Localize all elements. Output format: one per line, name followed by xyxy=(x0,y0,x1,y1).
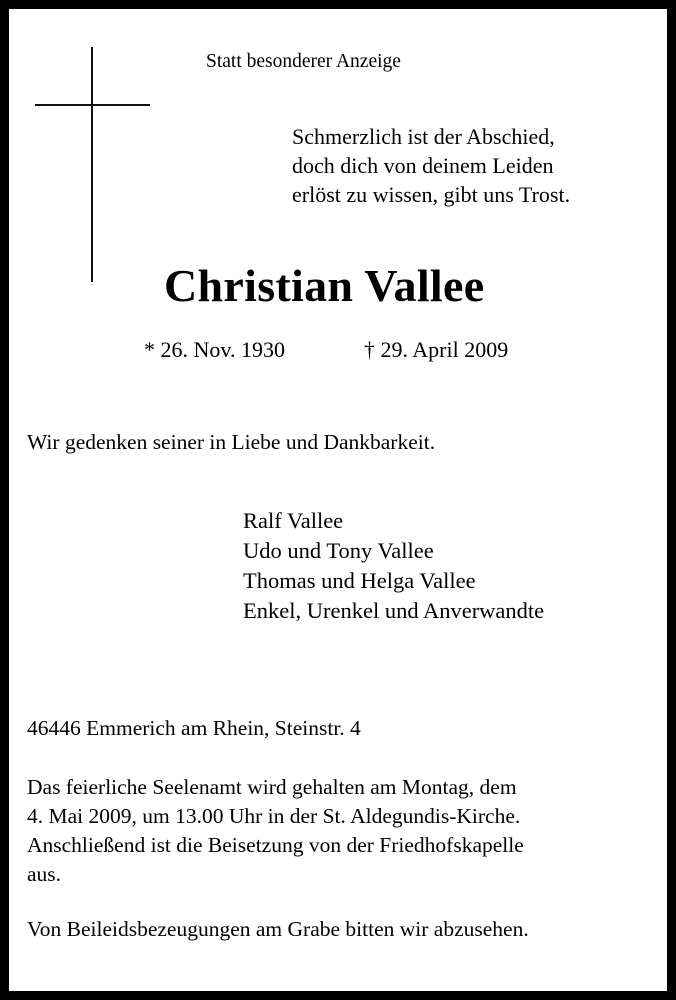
mourners-list xyxy=(243,506,544,626)
service-line: Das feierliche Seelenamt wird gehalten am Montag, dem xyxy=(27,775,517,799)
mourner: Udo und Tony Vallee xyxy=(243,538,434,563)
quote xyxy=(292,122,570,209)
headline: Statt besonderer Anzeige xyxy=(206,51,401,72)
cross-vertical-bar xyxy=(91,47,93,282)
quote-line: erlöst zu wissen, gibt uns Trost. xyxy=(292,182,571,207)
address: 46446 Emmerich am Rhein, Steinstr. 4 xyxy=(27,716,361,740)
deceased-name: Christian Vallee xyxy=(164,260,485,311)
service-line: 4. Mai 2009, um 13.00 Uhr in der St. Aldegundis-Kirche. xyxy=(27,804,521,828)
closing-text: Von Beileidsbezeugungen am Grabe bitten wir abzusehen. xyxy=(27,917,529,941)
service-info xyxy=(27,773,524,889)
death-date: † 29. April 2009 xyxy=(364,337,509,362)
quote-line: Schmerzlich ist der Abschied, xyxy=(292,124,555,149)
service-line: aus. xyxy=(27,862,62,886)
remembrance-text: Wir gedenken seiner in Liebe und Dankbarkeit. xyxy=(27,430,436,454)
cross-horizontal-bar xyxy=(35,104,150,106)
mourner: Ralf Vallee xyxy=(243,508,344,533)
birth-date: * 26. Nov. 1930 xyxy=(144,337,285,362)
mourner: Enkel, Urenkel und Anverwandte xyxy=(243,598,545,623)
mourner: Thomas und Helga Vallee xyxy=(243,568,476,593)
service-line: Anschließend ist die Beisetzung von der Friedhofskapelle xyxy=(27,833,524,857)
quote-line: doch dich von deinem Leiden xyxy=(292,153,554,178)
obituary-notice xyxy=(9,9,667,991)
